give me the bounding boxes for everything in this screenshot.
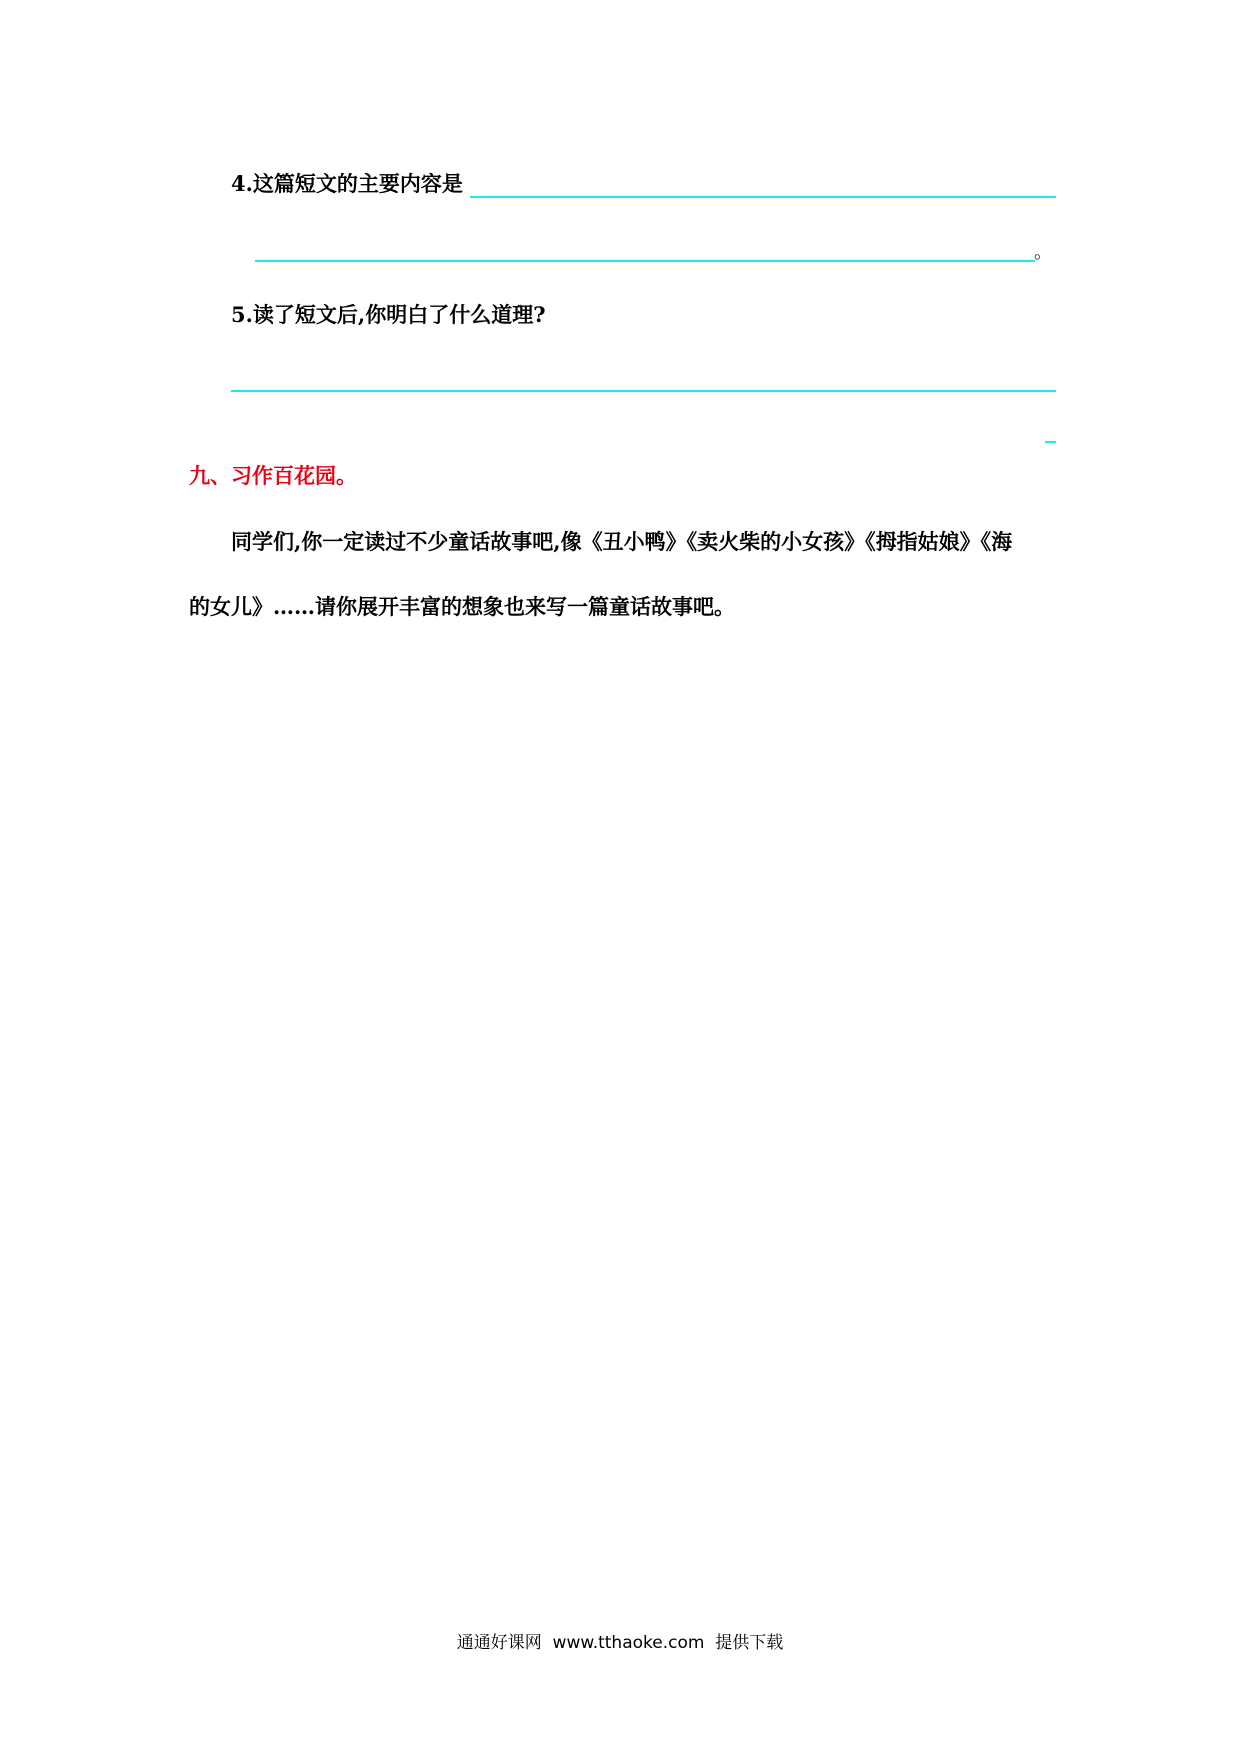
answer-line-q5-tail[interactable] xyxy=(1045,441,1056,443)
question-4-text: 4.这篇短文的主要内容是 xyxy=(231,171,463,196)
question-4-end-mark: 。 xyxy=(1034,242,1052,263)
answer-line-q4-second[interactable] xyxy=(255,260,1035,262)
section-paragraph-line-2: 的女儿》……请你展开丰富的想象也来写一篇童话故事吧。 xyxy=(189,594,735,619)
section-paragraph-line-1: 同学们,你一定读过不少童话故事吧,像《丑小鸭》《卖火柴的小女孩》《拇指姑娘》《海 xyxy=(231,529,1013,554)
footer-source-text: 通通好课网 www.tthaoke.com 提供下载 xyxy=(456,1633,784,1653)
answer-line-q4-first[interactable] xyxy=(470,196,1056,198)
question-5-text: 5.读了短文后,你明白了什么道理? xyxy=(231,302,546,327)
answer-line-q5-first[interactable] xyxy=(231,390,1056,392)
section-title: 九、习作百花园。 xyxy=(189,463,357,488)
